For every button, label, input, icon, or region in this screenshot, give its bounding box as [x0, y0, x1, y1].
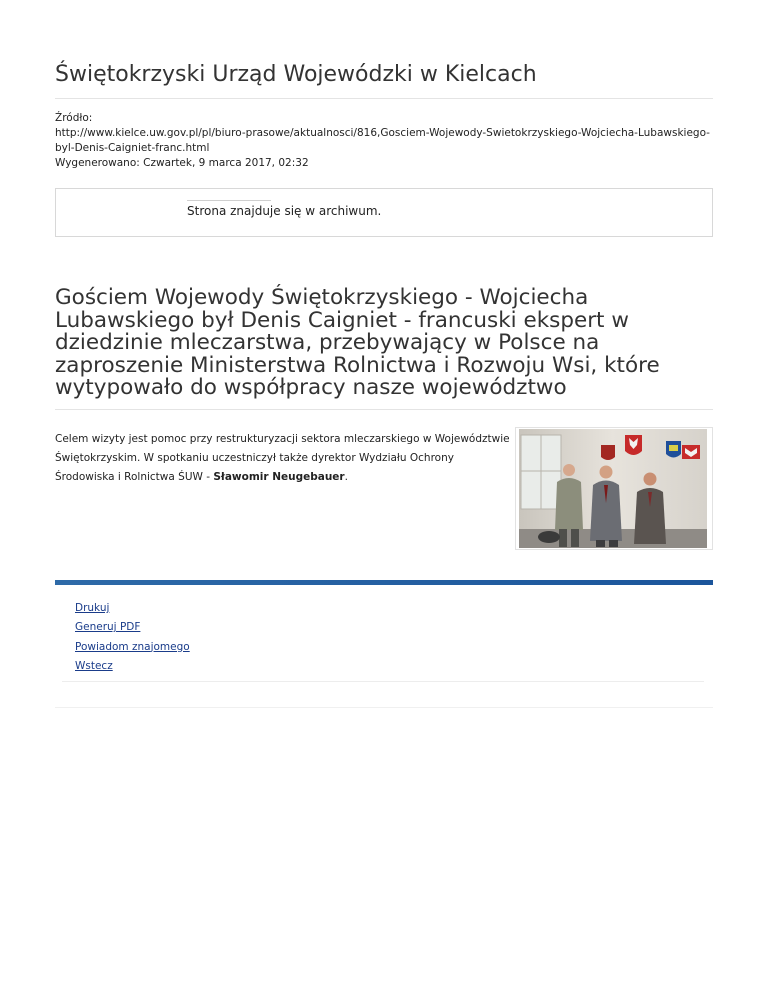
generated-timestamp: Wygenerowano: Czwartek, 9 marca 2017, 02:32 [55, 157, 309, 169]
generate-pdf-link[interactable]: Generuj PDF [75, 621, 141, 634]
footer-divider [55, 707, 713, 708]
source-label: Źródło: [55, 112, 93, 124]
director-name: Sławomir Neugebauer [213, 471, 345, 483]
article-body-line-2: Świętokrzyskim. W spotkaniu uczestniczył także dyrektor Wydziału Ochrony [55, 452, 454, 464]
header-divider [55, 98, 713, 99]
site-title: Świętokrzyski Urząd Wojewódzki w Kielcach [55, 62, 537, 87]
back-link[interactable]: Wstecz [75, 659, 113, 672]
archive-notice-text: Strona znajduje się w archiwum. [187, 204, 382, 218]
article-body-line-3 [55, 468, 513, 487]
archive-notice-rule [187, 200, 271, 201]
print-link[interactable]: Drukuj [75, 602, 110, 614]
article-body [55, 430, 513, 487]
article-photo-image [519, 429, 707, 548]
article-title: Gościem Wojewody Świętokrzyskiego - Wojciecha Lubawskiego był Denis Caigniet - francuski ekspert w dziedzinie mleczarstwa, przebywający w Polsce na zaproszenie Ministerstwa Rolnictwa i Rozwoju Wsi, które wytypowało do współpracy nasze województwo [55, 285, 660, 400]
article-actions [75, 599, 190, 676]
article-photo[interactable] [515, 427, 713, 550]
article-body-line-3-text: Środowiska i Rolnictwa ŚUW - [55, 471, 214, 483]
source-meta [55, 111, 715, 171]
article-body-line-1: Celem wizyty jest pomoc przy restrukturyzacji sektora mleczarskiego w Województwie [55, 433, 510, 445]
links-divider [62, 681, 704, 682]
archive-notice-box [55, 188, 713, 237]
title-divider [55, 409, 713, 410]
section-accent-bar [55, 580, 713, 585]
notify-friend-link[interactable]: Powiadom znajomego [75, 640, 190, 653]
source-url-line-1: http://www.kielce.uw.gov.pl/pl/biuro-prasowe/aktualnosci/816,Gosciem-Wojewody-Swietokrzyskiego-Wojciecha-Lubawskiego- [55, 127, 710, 139]
source-url-line-2: byl-Denis-Caigniet-franc.html [55, 142, 210, 154]
article-body-period: . [344, 471, 348, 483]
